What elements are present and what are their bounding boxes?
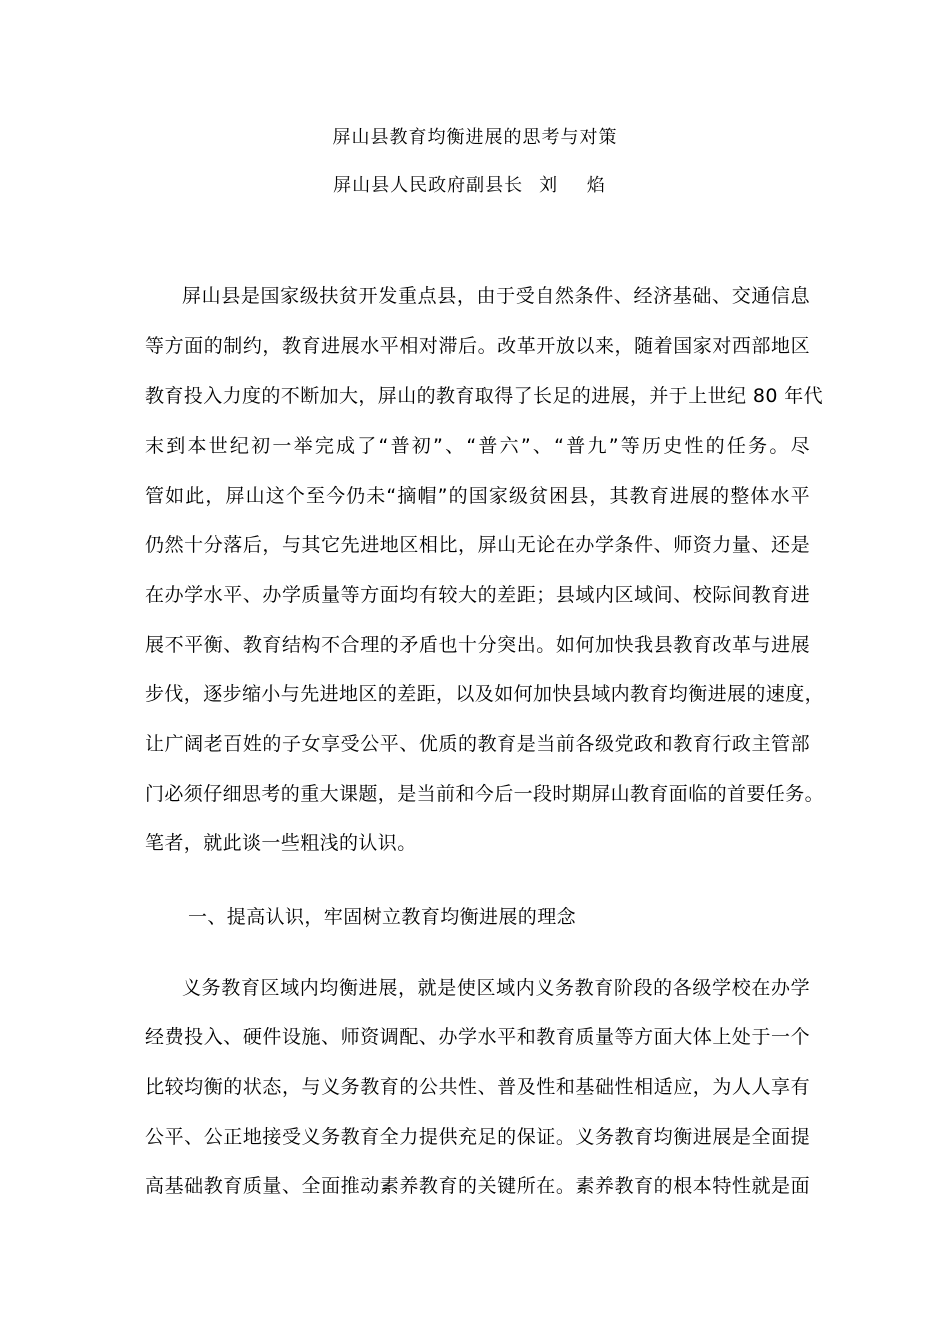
author-line bbox=[0, 171, 950, 197]
paragraph-2-line-5: 高基础教育质量、全面推动素养教育的关键所在。素养教育的根本特性就是面 bbox=[145, 1175, 810, 1197]
paragraph-1-line-5: 管如此，屏山这个至今仍未“摘帽”的国家级贫困县，其教育进展的整体水平 bbox=[145, 485, 810, 507]
section-1-heading: 一、提高认识，牢固树立教育均衡进展的理念 bbox=[188, 906, 577, 928]
author-title: 屏山县人民政府副县长 bbox=[333, 175, 524, 196]
paragraph-1-line-2: 等方面的制约，教育进展水平相对滞后。改革开放以来，随着国家对西部地区 bbox=[145, 335, 810, 357]
author-name: 刘 焰 bbox=[539, 175, 617, 196]
paragraph-1-line-7: 在办学水平、办学质量等方面均有较大的差距；县域内区域间、校际间教育进 bbox=[145, 584, 810, 606]
paragraph-1-line-12: 笔者，就此谈一些粗浅的认识。 bbox=[145, 832, 417, 854]
paragraph-2-line-4: 公平、公正地接受义务教育全力提供充足的保证。义务教育均衡进展是全面提 bbox=[145, 1126, 810, 1148]
paragraph-1-line-9: 步伐，逐步缩小与先进地区的差距，以及如何加快县域内教育均衡进展的速度， bbox=[145, 683, 825, 705]
paragraph-1-line-8: 展不平衡、教育结构不合理的矛盾也十分突出。如何加快我县教育改革与进展 bbox=[145, 634, 810, 656]
paragraph-1-line-3: 教育投入力度的不断加大，屏山的教育取得了长足的进展，并于上世纪 80 年代 bbox=[145, 385, 824, 407]
paragraph-1-line-11: 门必须仔细思考的重大课题，是当前和今后一段时期屏山教育面临的首要任务。 bbox=[145, 783, 825, 805]
paragraph-2-line-3: 比较均衡的状态，与义务教育的公共性、普及性和基础性相适应，为人人享有 bbox=[145, 1076, 810, 1098]
paragraph-1-line-6: 仍然十分落后，与其它先进地区相比，屏山无论在办学条件、师资力量、还是 bbox=[145, 534, 810, 556]
paragraph-1-line-4: 末到本世纪初一举完成了“普初”、“普六”、“普九”等历史性的任务。尽 bbox=[145, 435, 810, 457]
document-title: 屏山县教育均衡进展的思考与对策 bbox=[332, 127, 618, 148]
paragraph-2-line-1: 义务教育区域内均衡进展，就是使区域内义务教育阶段的各级学校在办学 bbox=[182, 977, 810, 999]
paragraph-2-line-2: 经费投入、硬件设施、师资调配、办学水平和教育质量等方面大体上处于一个 bbox=[145, 1026, 810, 1048]
paragraph-1-line-10: 让广阔老百姓的子女享受公平、优质的教育是当前各级党政和教育行政主管部 bbox=[145, 733, 810, 755]
paragraph-1-line-1: 屏山县是国家级扶贫开发重点县，由于受自然条件、经济基础、交通信息 bbox=[182, 285, 810, 307]
